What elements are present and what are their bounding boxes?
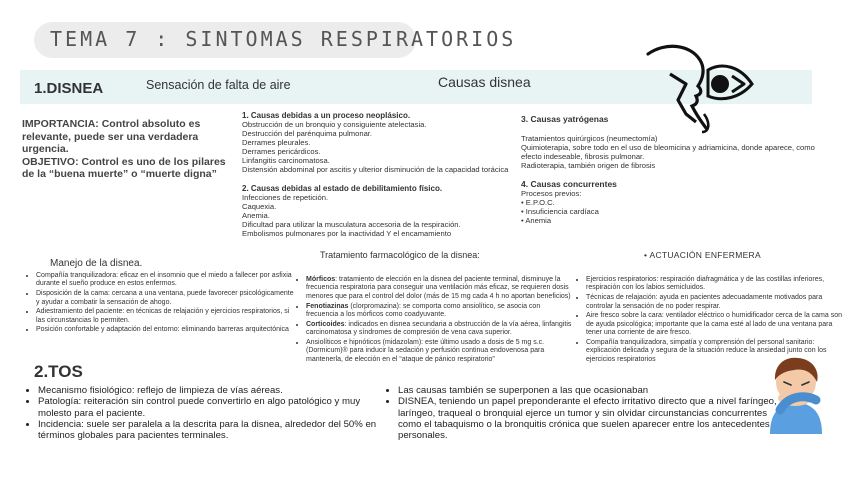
drug-lead: Corticoides <box>306 320 345 328</box>
objective-text: Control es uno de los pilares de la “buena muerte” o “muerte digna” <box>22 155 226 180</box>
list-item <box>306 276 572 301</box>
list-item: • Incidencia: suele ser paralela a la descrita para la disnea, alrededor del 50% en términos globales para pacientes terminales. <box>38 419 388 442</box>
list-item: • Anemia <box>521 216 552 225</box>
neo-heading: 1. Causas debidas a un proceso neoplásico. <box>242 111 411 120</box>
list-item: Dificultad para utilizar la musculatura accesoria de la respiración. <box>242 220 461 229</box>
iatro-heading: 3. Causas yatrógenas <box>521 114 609 124</box>
list-item: Quimioterapia, sobre todo en el uso de bleomicina y adriamicina, donde aparece, como efecto indeseable, fibrosis pulmonar. <box>521 143 815 161</box>
debil-heading: 2. Causas debidas al estado de debilitamiento físico. <box>242 184 443 193</box>
list-item: • Aire fresco sobre la cara: ventilador eléctrico o humidificador cerca de la cama son de ayuda psicológica; importante que la cama esté al lado de una ventana para tener una corriente de aire fresco. <box>586 312 848 337</box>
list-item: • Las causas también se superponen a las que ocasionaban <box>398 385 790 396</box>
list-item: Embolismos pulmonares por la inactividad Y el encamamiento <box>242 229 452 238</box>
list-item: Tratamientos quirúrgicos (neumectomía) <box>521 134 658 143</box>
pharma-list <box>296 276 572 365</box>
list-item: • Ejercicios respiratorios: respiración diafragmática y de las costillas inferiores, respiración con los labios semicluidos. <box>586 276 848 293</box>
list-item: • Patología: reiteración sin control puede convertirlo en algo patológico y muy molesto para el paciente. <box>38 396 388 419</box>
drug-text: (clorpromazina): se comporta como ansiolítico, se asocia con frecuencia a los mórficos como coadyuvante. <box>306 302 541 318</box>
disnea-heading: 1.DISNEA <box>34 80 104 97</box>
list-item: • Técnicas de relajación: ayuda en pacientes adecuadamente motivados para controlar la sensación de no poder respirar. <box>586 294 848 311</box>
management-list <box>26 272 298 336</box>
causes-column-left <box>242 111 512 238</box>
objective-label: OBJETIVO: <box>22 155 79 168</box>
tos-left-list <box>25 385 388 441</box>
list-item: Infecciones de repetición. <box>242 193 329 202</box>
list-item: Radioterapia, también origen de fibrosis <box>521 161 656 170</box>
list-item: Derrames pleurales. <box>242 138 311 147</box>
page-title: TEMA 7 : SINTOMAS RESPIRATORIOS <box>50 27 517 51</box>
nursing-heading-text: ACTUACIÓN ENFERMERA <box>649 250 761 260</box>
list-item <box>306 339 572 364</box>
management-heading: Manejo de la disnea. <box>50 258 143 269</box>
list-item: • Compañía tranquilizadora, simpatía y comprensión del personal sanitario: explicación delicada y segura de la situación reduce la ansiedad junto con los ejercicios respiratorios <box>586 339 848 364</box>
drug-text: Ansiolíticos e hipnóticos (midazolam): este último usado a dosis de 5 mg s.c. (Dormicum)® para inducir la sedación y perfusión continua endovenosa para mantenerla, de elección en el “ataque de pánico respiratorio” <box>306 338 545 363</box>
list-item: Linfangitis carcinomatosa. <box>242 156 330 165</box>
list-item: Obstrucción de un bronquio y consiguiente atelectasia. <box>242 120 427 129</box>
pharma-heading: Tratamiento farmacológico de la disnea: <box>320 250 480 260</box>
tos-heading: 2.TOS <box>34 362 83 381</box>
list-item: • Disposición de la cama: cercana a una ventana, puede favorecer psicológicamente y ayudar a combatir la sensación de ahogo. <box>36 290 298 307</box>
concurrent-intro: Procesos previos: <box>521 189 582 198</box>
list-item: • Mecanismo fisiológico: reflejo de limpieza de vías aéreas. <box>38 385 388 396</box>
disnea-subheading: Sensación de falta de aire <box>146 78 291 92</box>
list-item <box>306 321 572 338</box>
importance-label: IMPORTANCIA: <box>22 118 99 130</box>
concurrent-heading: 4. Causas concurrentes <box>521 179 617 189</box>
nursing-heading: • ACTUACIÓN ENFERMERA <box>644 250 761 260</box>
list-item: Derrames pericárdicos. <box>242 147 321 156</box>
list-item: Caquexia. <box>242 202 277 211</box>
list-item: • Compañía tranquilizadora: eficaz en el insomnio que el miedo a fallecer por asfixia durante el sueño produce en estos enfermos. <box>36 272 298 289</box>
list-item: • Adiestramiento del paciente: en técnicas de relajación y ejercicios respiratorios, si las circunstancias lo permiten. <box>36 308 298 325</box>
list-item: • Posición confortable y adaptación del entorno: eliminando barreras arquitectónica <box>36 326 298 334</box>
causes-heading: Causas disnea <box>438 74 531 90</box>
list-item: • DISNEA, teniendo un papel preponderante el efecto irritativo directo que a nivel faríngeo, laríngeo, traqueal o bronquial ejerce un tumor y sin olvidar circunstancias concurrentes como el tabaquismo o la bronquitis crónica que suelen aparecer entre los antecedentes personales. <box>398 396 790 441</box>
drug-lead: Mórficos <box>306 276 336 283</box>
drug-text: : tratamiento de elección en la disnea del paciente terminal, disminuye la frecuencia respiratoria para conseguir una ventilación más eficaz, se requieren dosis menores que para el control del dolor (más de 15 mg cada 4 h no aportan beneficios) <box>306 276 571 300</box>
drug-lead: Fenotiazinas <box>306 302 349 310</box>
list-item: Destrucción del parénquima pulmonar. <box>242 129 373 138</box>
importance-block <box>22 118 234 181</box>
importance-text: Control absoluto es relevante, puede ser una verdadera urgencia. <box>22 118 201 155</box>
coughing-child-illustration <box>764 352 828 434</box>
list-item: • E.P.O.C. <box>521 198 555 207</box>
drug-text: : indicados en disnea secundaria a obstrucción de la vía aérea, linfangitis carcinomatosa y síndromes de compresión de vena cava superior. <box>306 320 572 337</box>
list-item <box>306 303 572 320</box>
tos-right-list <box>385 385 790 441</box>
list-item: Distensión abdominal por ascitis y ulterior disminución de la capacidad torácica <box>242 165 509 174</box>
causes-column-right <box>521 115 821 225</box>
list-item: Anemia. <box>242 211 270 220</box>
list-item: • Insuficiencia cardíaca <box>521 207 599 216</box>
